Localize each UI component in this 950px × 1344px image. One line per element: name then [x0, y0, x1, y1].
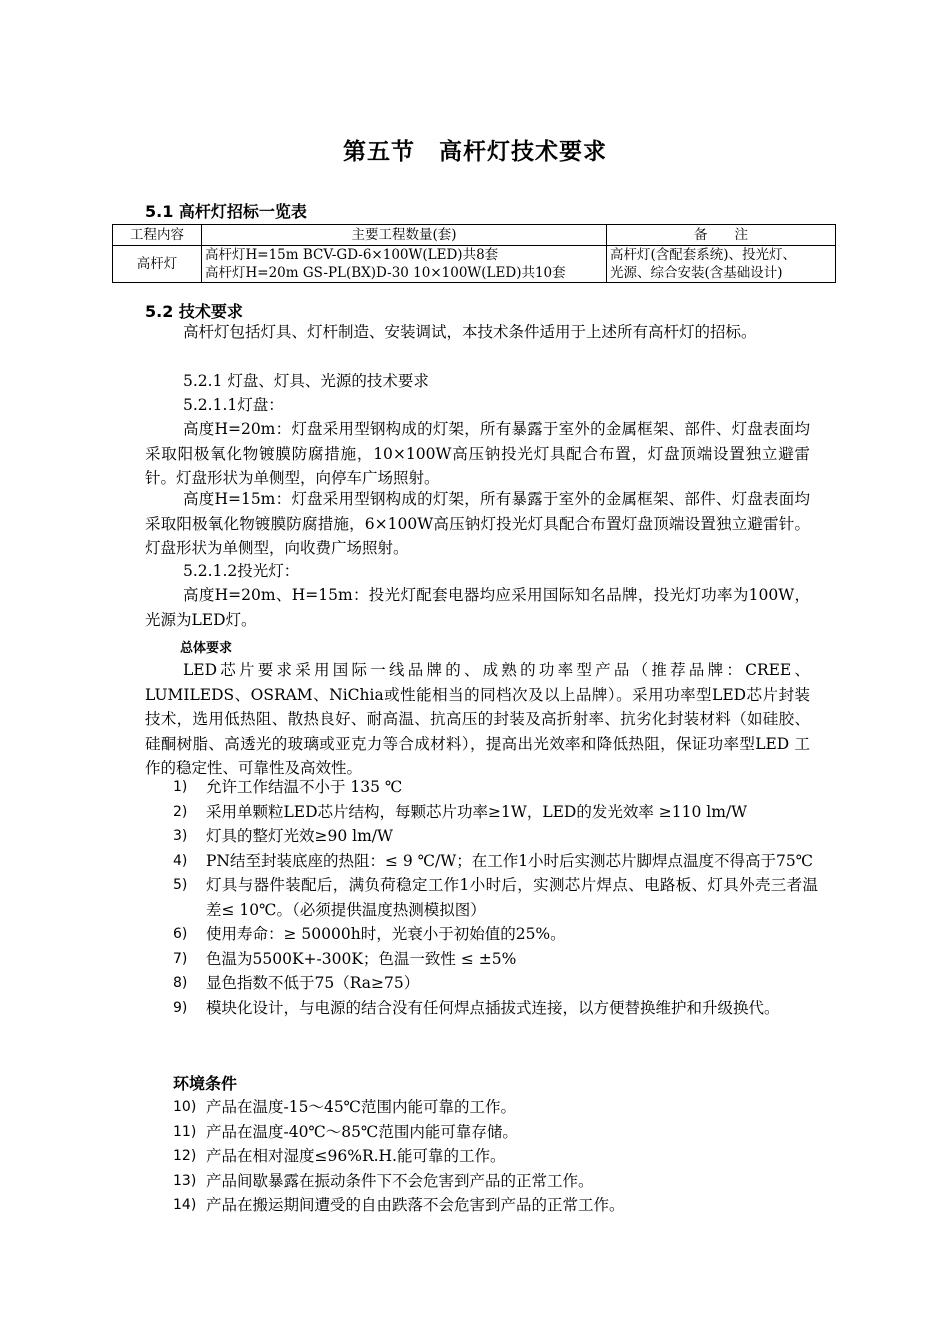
general-requirements-heading: 总体要求 — [180, 641, 233, 656]
list-text: 灯具与器件装配后，满负荷稳定工作1小时后，实测芯片焊点、电路板、灯具外壳三者温差≤ 10℃。（必须提供温度热测模拟图） — [206, 876, 818, 919]
list-item — [173, 1169, 818, 1194]
paragraph-h20: 高度H=20m：灯盘采用型钢构成的灯架，所有暴露于室外的金属框架、部件、灯盘表面均采取阳极氧化物镀膜防腐措施，10×100W高压钠投光灯具配合布置，灯盘顶端设置独立避雷针。灯盘形状为单侧型，向停车广场照射。 — [145, 420, 810, 487]
table-header-cell: 主要工程数量(套) — [202, 225, 607, 246]
list-number: 3) — [173, 828, 188, 844]
list-item — [173, 1144, 818, 1169]
list-number: 14) — [173, 1197, 197, 1213]
list-number: 2) — [173, 803, 188, 820]
list-number: 5) — [173, 877, 188, 893]
list-text: 产品在搬运期间遭受的自由跌落不会危害到产品的正常工作。 — [206, 1196, 625, 1214]
list-text: 显色指数不低于75（Ra≥75） — [206, 974, 420, 992]
table-cell-quantity — [202, 246, 607, 283]
list-item — [173, 1193, 818, 1218]
table-row — [113, 246, 836, 283]
list-text: 灯具的整灯光效≥90 lm/W — [206, 827, 393, 845]
quantity-line: 高杆灯H=15m BCV-GD-6×100W(LED)共8套 — [205, 247, 499, 263]
bid-table — [112, 224, 836, 283]
page-title: 第五节 高杆灯技术要求 — [343, 139, 607, 165]
list-text: 产品在温度-15～45℃范围内能可靠的工作。 — [206, 1098, 517, 1116]
list-number: 4) — [173, 852, 188, 869]
list-item — [173, 824, 818, 849]
remark-line: 高杆灯(含配套系统)、投光灯、 — [610, 247, 797, 263]
list-item — [173, 849, 818, 874]
table-header-cell: 工程内容 — [113, 225, 202, 246]
section-5-2-1-2-heading: 5.2.1.2投光灯： — [183, 562, 300, 580]
list-text: 色温为5500K+-300K；色温一致性 ≤ ±5% — [206, 949, 517, 968]
list-text: 产品间歇暴露在振动条件下不会危害到产品的正常工作。 — [206, 1171, 594, 1190]
list-number: 8) — [173, 975, 188, 991]
section-5-2-heading: 5.2 技术要求 — [145, 302, 243, 321]
list-text: 模块化设计，与电源的结合没有任何焊点插拔式连接，以方便替换维护和升级换代。 — [206, 998, 780, 1017]
quantity-line: 高杆灯H=20m GS-PL(BX)D-30 10×100W(LED)共10套 — [205, 265, 566, 281]
section-5-1-heading: 5.1 高杆灯招标一览表 — [145, 202, 307, 221]
list-item — [173, 996, 818, 1021]
table-cell-remark — [607, 246, 836, 283]
list-text: 允许工作结温不小于 135 ℃ — [206, 778, 403, 796]
intro-paragraph: 高杆灯包括灯具、灯杆制造、安装调试，本技术条件适用于上述所有高杆灯的招标。 — [183, 323, 757, 341]
environment-list — [173, 1095, 818, 1218]
list-item — [173, 971, 818, 996]
table-header-cell: 备 注 — [607, 225, 836, 246]
requirements-list — [173, 775, 818, 1020]
list-number: 7) — [173, 950, 188, 967]
list-number: 12) — [173, 1148, 197, 1164]
list-number: 9) — [173, 999, 188, 1016]
list-item — [173, 1120, 818, 1145]
list-number: 11) — [173, 1123, 197, 1140]
environment-heading: 环境条件 — [173, 1074, 238, 1093]
table-cell-content: 高杆灯 — [113, 246, 202, 283]
list-item — [173, 873, 818, 922]
paragraph-floodlight: 高度H=20m、H=15m：投光灯配套电器均应采用国际知名品牌，投光灯功率为100W，光源为LED灯。 — [145, 586, 810, 629]
list-text: 采用单颗粒LED芯片结构，每颗芯片功率≥1W，LED的发光效率 ≥110 lm/W — [206, 802, 748, 821]
section-5-2-1-1-heading: 5.2.1.1灯盘： — [183, 396, 284, 414]
list-number: 6) — [173, 926, 188, 942]
remark-line: 光源、综合安装(含基础设计) — [610, 265, 783, 281]
list-number: 10) — [173, 1099, 197, 1115]
list-text: 产品在温度-40℃～85℃范围内能可靠存储。 — [206, 1122, 518, 1141]
table-header-row — [113, 225, 836, 246]
list-text: 使用寿命：≥ 50000h时，光衰小于初始值的25%。 — [206, 925, 566, 943]
list-text: 产品在相对湿度≤96%R.H.能可靠的工作。 — [206, 1147, 506, 1165]
list-text: PN结至封装底座的热阻：≤ 9 ℃/W；在工作1小时后实测芯片脚焊点温度不得高于75℃ — [206, 851, 814, 870]
list-item — [173, 775, 818, 800]
list-number: 13) — [173, 1172, 197, 1189]
section-5-2-1-heading: 5.2.1 灯盘、灯具、光源的技术要求 — [183, 372, 429, 390]
list-item — [173, 800, 818, 825]
list-item — [173, 947, 818, 972]
list-number: 1) — [173, 779, 188, 795]
list-item — [173, 922, 818, 947]
list-item — [173, 1095, 818, 1120]
general-requirements-paragraph: LED芯片要求采用国际一线品牌的、成熟的功率型产品（推荐品牌：CREE、LUMILEDS、OSRAM、NiChia或性能相当的同档次及以上品牌）。采用功率型LED芯片封装技术，选用低热阻、散热良好、耐高温、抗高压的封装及高折射率、抗劣化封装材料（如硅胶、硅酮树脂、高透光的玻璃或亚克力等合成材料），提高出光效率和降低热阻，保证功率型LED 工作的稳定性、可靠性及高效性。 — [145, 661, 810, 777]
paragraph-h15: 高度H=15m：灯盘采用型钢构成的灯架，所有暴露于室外的金属框架、部件、灯盘表面均采取阳极氧化物镀膜防腐措施，6×100W高压钠灯投光灯具配合布置灯盘顶端设置独立避雷针。灯盘形状为单侧型，向收费广场照射。 — [145, 490, 810, 557]
